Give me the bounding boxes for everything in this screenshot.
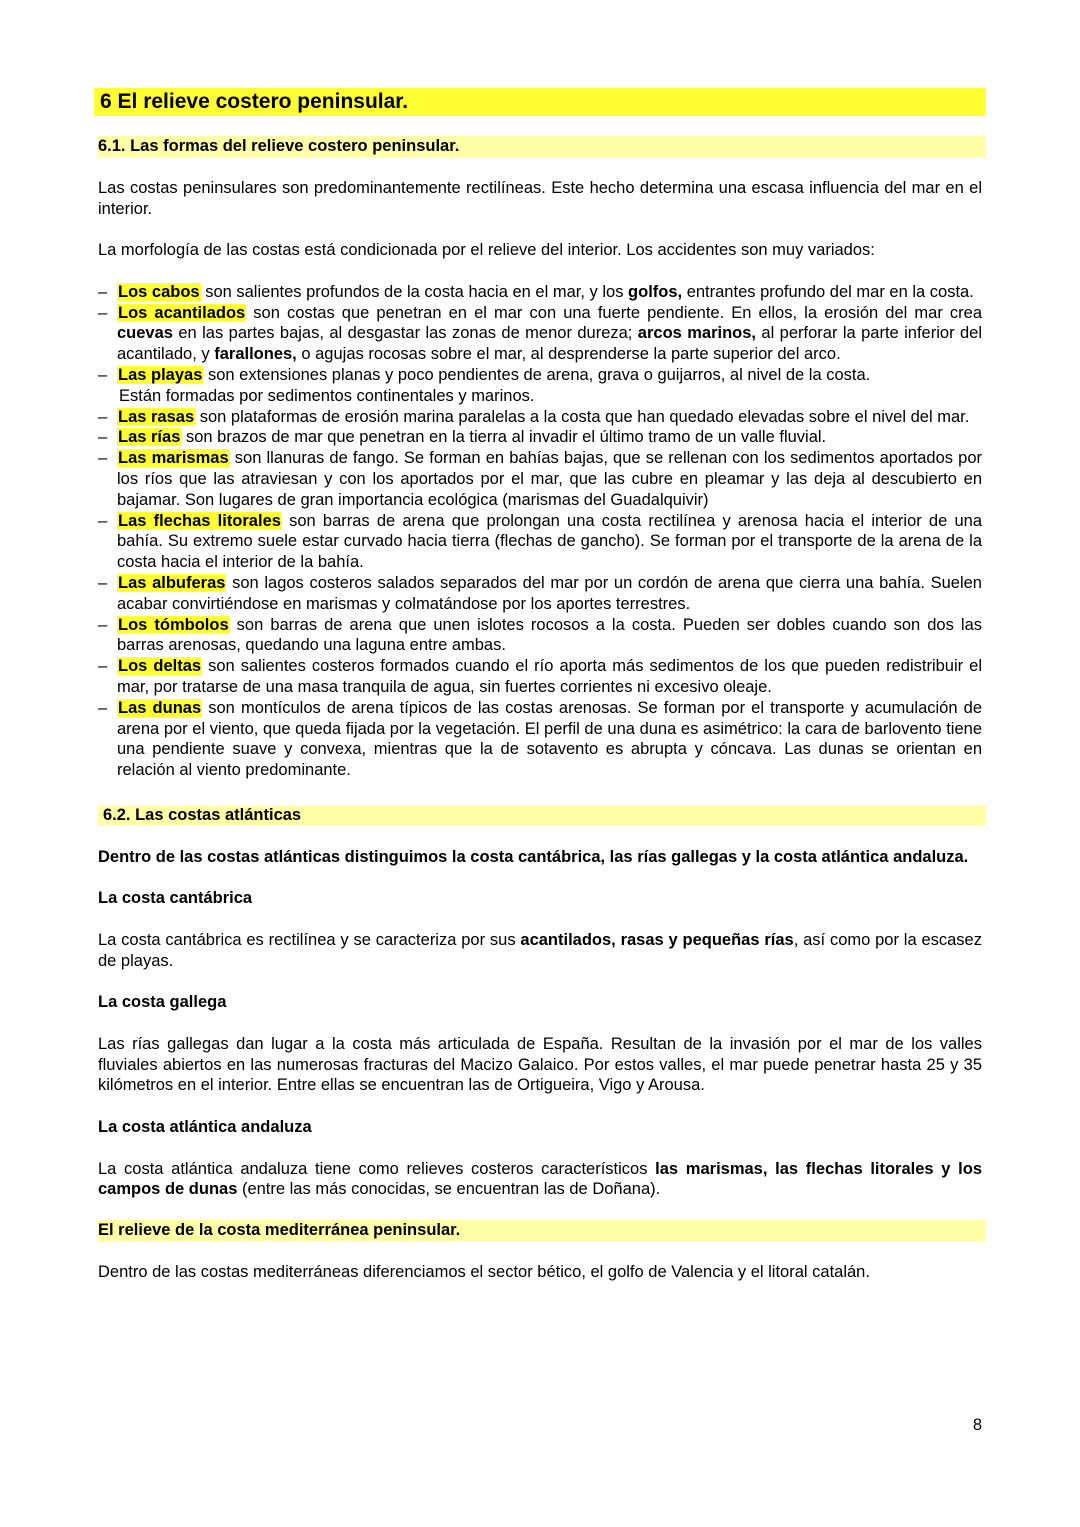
subheading-gallega: La costa gallega — [98, 993, 227, 1012]
highlighted-term: Las rías — [118, 428, 181, 447]
list-item: – Las dunas son montículos de arena típicos de las costas arenosas. Se forman por el transporte y acumulación de arena por el viento, que queda fijada por la vegetación. El perfil de una duna es asimétrico: la cara de barlovento tiene una pendiente suave y convexa, mientras que la de sotavento es abrupta y cóncava. Las dunas se orientan en relación al viento predominante. — [98, 698, 982, 780]
subheading-andaluza: La costa atlántica andaluza — [98, 1118, 312, 1137]
list-item: – Las rasas son plataformas de erosión marina paralelas a la costa que han quedado elevadas sobre el nivel del mar. — [98, 407, 970, 426]
page-number: 8 — [972, 1416, 982, 1434]
subheading-cantabrica: La costa cantábrica — [98, 889, 253, 908]
section-heading-6-2: 6.2. Las costas atlánticas — [98, 805, 986, 826]
list-item: – Los deltas son salientes costeros formados cuando el río aporta más sedimentos de los que pueden redistribuir el mar, por tratarse de una masa tranquila de agua, sin fuertes corrientes ni excesivo oleaje. — [98, 657, 982, 696]
chapter-title: 6 El relieve costero peninsular. — [94, 88, 986, 116]
list-item: – Las marismas son llanuras de fango. Se forman en bahías bajas, que se rellenan con los sedimentos aportados por los ríos que las atraviesan y con los aportados por el mar, que las cubre en pleamar y las deja al descubierto en bajamar. Son lugares de gran importancia ecológica (marismas del Guadalquivir) — [98, 449, 982, 509]
highlighted-term: Las dunas — [118, 698, 202, 717]
list-item: – Las flechas litorales son barras de arena que prolongan una costa rectilínea y arenosa hacia el interior de una bahía. Su extremo suele estar curvado hacia tierra (flechas de gancho). Se forman por el transporte de la arena de la costa hacia el interior de la bahía. — [98, 511, 982, 572]
highlighted-term: Los tómbolos — [118, 615, 229, 634]
landform-list — [98, 282, 982, 781]
paragraph: La morfología de las costas está condicionada por el relieve del interior. Los accidentes son muy variados: — [98, 241, 875, 260]
highlighted-term: Las marismas — [118, 449, 229, 468]
list-item: – Los cabos son salientes profundos de la costa hacia en el mar, y los golfos, entrantes profundo del mar en la costa. — [98, 282, 974, 301]
list-item: – Las rías son brazos de mar que penetran en la tierra al invadir el último tramo de un valle fluvial. — [98, 428, 827, 447]
list-item: – Las playas son extensiones planas y poco pendientes de arena, grava o guijarros, al nivel de la costa. Están formadas por sedimentos continentales y marinos. — [98, 365, 871, 405]
paragraph: Dentro de las costas mediterráneas diferenciamos el sector bético, el golfo de Valencia y el litoral catalán. — [98, 1263, 870, 1282]
list-item: – Los acantilados son costas que penetran en el mar con una fuerte pendiente. En ellos, la erosión del mar crea cuevas en las partes bajas, al desgastar las zonas de menor dureza; arcos marinos, al perforar la parte inferior del acantilado, y farallones, o agujas rocosas sobre el mar, al desprenderse la parte superior del arco. — [98, 303, 983, 364]
highlighted-term: Las flechas litorales — [118, 511, 281, 530]
list-item: – Los tómbolos son barras de arena que unen islotes rocosos a la costa. Pueden ser dobles cuando son dos las barras arenosas, quedando una laguna entre ambas. — [98, 615, 982, 655]
section-heading-mediterranea: El relieve de la costa mediterránea peninsular. — [98, 1220, 986, 1241]
highlighted-term: Las albuferas — [118, 573, 226, 592]
highlighted-term: Los cabos — [118, 282, 200, 301]
section-heading-6-1: 6.1. Las formas del relieve costero peninsular. — [98, 136, 986, 157]
highlighted-term: Las playas — [118, 365, 203, 384]
paragraph: Las rías gallegas dan lugar a la costa más articulada de España. Resultan de la invasión por el mar de los valles fluviales abiertos en las numerosas fracturas del Macizo Galaico. Por estos valles, el mar puede penetrar hasta 25 y 35 kilómetros en el interior. Entre ellas se encuentran las de Ortigueira, Vigo y Arousa. — [98, 1034, 982, 1095]
section-intro: Dentro de las costas atlánticas distinguimos la costa cantábrica, las rías gallegas y la costa atlántica andaluza. — [98, 847, 969, 866]
list-item: – Las albuferas son lagos costeros salados separados del mar por un cordón de arena que cierra una bahía. Suelen acabar convirtiéndose en marismas y colmatándose por los aportes terrestres. — [98, 573, 982, 613]
paragraph: La costa atlántica andaluza tiene como relieves costeros característicos las marismas, las flechas litorales y los campos de dunas (entre las más conocidas, se encuentran las de Doñana). — [98, 1159, 982, 1199]
highlighted-term: Los acantilados — [118, 303, 246, 322]
paragraph: La costa cantábrica es rectilínea y se caracteriza por sus acantilados, rasas y pequeñas rías, así como por la escasez de playas. — [98, 930, 982, 970]
paragraph: Las costas peninsulares son predominantemente rectilíneas. Este hecho determina una escasa influencia del mar en el interior. — [98, 178, 982, 218]
document-page — [98, 88, 982, 1283]
highlighted-term: Las rasas — [118, 407, 195, 426]
highlighted-term: Los deltas — [118, 657, 202, 676]
